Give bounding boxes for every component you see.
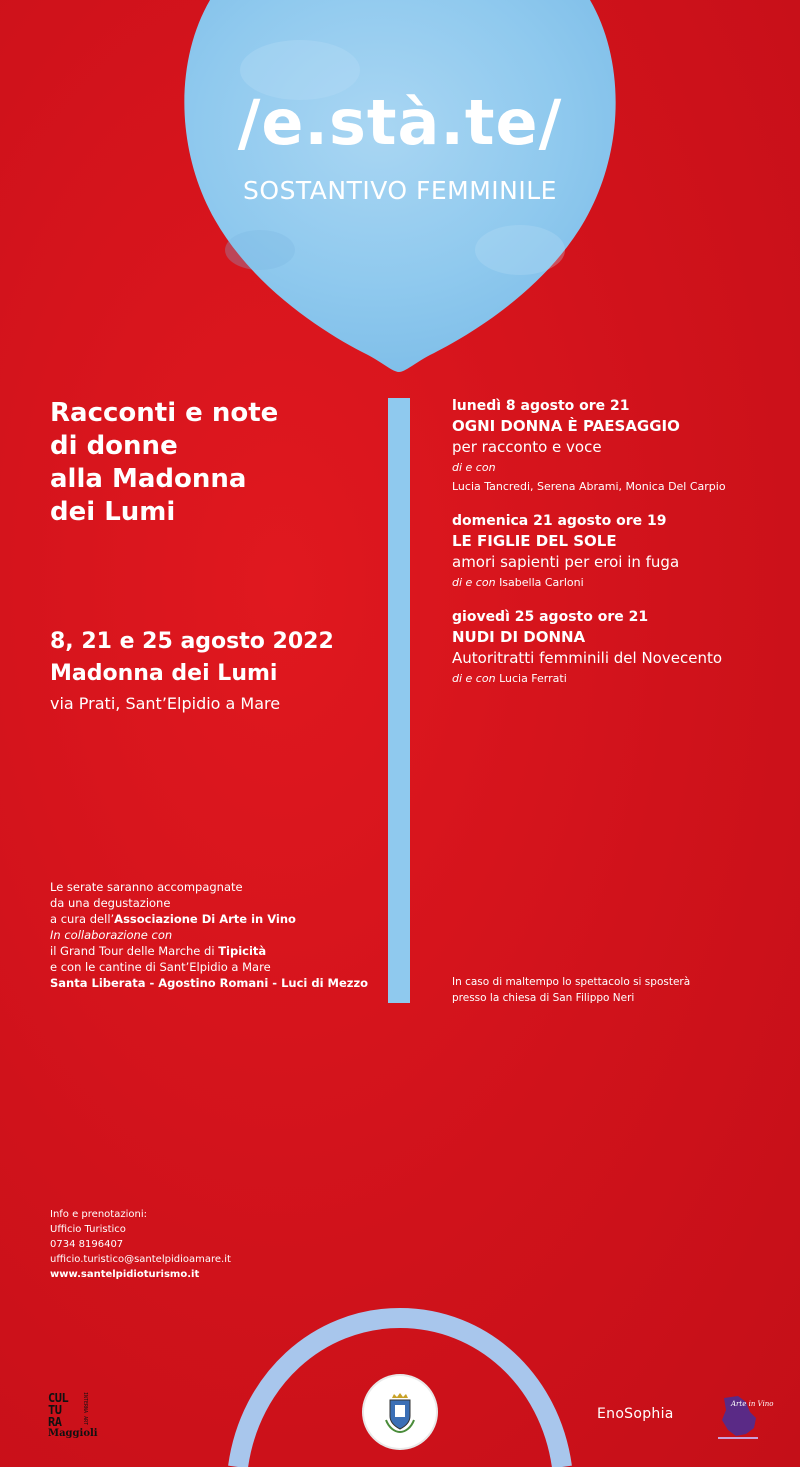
headline-line: dei Lumi	[50, 497, 176, 527]
event-credit-names: Lucia Tancredi, Serena Abrami, Monica Del Carpio	[452, 480, 726, 493]
cultura-logo-text: RA	[48, 1415, 62, 1429]
notes-line	[50, 943, 368, 959]
wineries-list: Santa Liberata - Agostino Romani - Luci di Mezzo	[50, 976, 369, 990]
rain-notice	[452, 974, 690, 1006]
event-item	[452, 607, 792, 688]
municipal-crest-icon	[364, 1376, 436, 1448]
notes-text: a cura dell’	[50, 912, 115, 926]
cultura-logo-brand: Maggioli	[48, 1428, 98, 1439]
cultura-logo-side: INTERNA ART	[82, 1392, 88, 1426]
event-subtitle: per racconto e voce	[452, 438, 602, 456]
credit-names: Lucia Ferrati	[499, 672, 567, 685]
cultura-logo	[48, 1391, 98, 1439]
headline-line: Racconti e note	[50, 398, 279, 428]
event-subtitle: amori sapienti per eroi in fuga	[452, 553, 680, 571]
info-phone: 0734 8196407	[50, 1239, 124, 1250]
notes-line: e con le cantine di Sant’Elpidio a Mare	[50, 960, 271, 974]
notes-text: il Grand Tour delle Marche di	[50, 944, 219, 958]
notes-line: da una degustazione	[50, 896, 171, 910]
event-title: LE FIGLIE DEL SOLE	[452, 532, 617, 550]
credit-prefix: di e con	[452, 461, 496, 474]
event-list	[452, 396, 792, 703]
info-office: Ufficio Turistico	[50, 1224, 126, 1235]
headline	[50, 397, 278, 529]
enosophia-logo: EnoSophia	[597, 1406, 674, 1422]
event-title: NUDI DI DONNA	[452, 628, 586, 646]
credit-prefix: di e con	[452, 672, 496, 685]
cultura-logo-text: TU	[48, 1403, 62, 1417]
venue-block	[50, 626, 334, 690]
info-email[interactable]: ufficio.turistico@santelpidioamare.it	[50, 1254, 231, 1265]
credit-names: Isabella Carloni	[499, 576, 584, 589]
headline-line: alla Madonna	[50, 464, 247, 494]
poster-subtitle: SOSTANTIVO FEMMINILE	[243, 176, 557, 205]
event-date: lunedì 8 agosto ore 21	[452, 398, 630, 414]
notes-line: In collaborazione con	[50, 928, 173, 942]
event-subtitle: Autoritratti femminili del Novecento	[452, 649, 723, 667]
tasting-notes	[50, 879, 368, 991]
event-credit-prefix	[452, 458, 792, 477]
event-credit	[452, 669, 792, 688]
info-label: Info e prenotazioni:	[50, 1209, 147, 1220]
event-date: domenica 21 agosto ore 19	[452, 513, 667, 529]
event-title: OGNI DONNA È PAESAGGIO	[452, 417, 680, 435]
event-dates: 8, 21 e 25 agosto 2022	[50, 629, 334, 654]
association-name: Associazione Di Arte in Vino	[114, 912, 296, 926]
info-website[interactable]: www.santelpidioturismo.it	[50, 1269, 200, 1280]
arte-in-vino-logo-text: Arte in Vino	[731, 1400, 774, 1408]
partner-name: Tipicità	[218, 944, 267, 958]
notes-line: Le serate saranno accompagnate	[50, 880, 243, 894]
info-block	[50, 1207, 231, 1282]
venue-address: via Prati, Sant’Elpidio a Mare	[50, 694, 281, 713]
credit-prefix: di e con	[452, 576, 496, 589]
event-item	[452, 396, 792, 496]
cultura-logo-text: CUL	[48, 1391, 69, 1405]
event-credit	[452, 573, 792, 592]
event-item	[452, 511, 792, 592]
headline-line: di donne	[50, 431, 178, 461]
event-date: giovedì 25 agosto ore 21	[452, 609, 649, 625]
poster-title: /e.stà.te/	[237, 86, 563, 159]
crest-drawing	[364, 1376, 436, 1448]
notes-line	[50, 911, 368, 927]
rain-notice-line: presso la chiesa di San Filippo Neri	[452, 992, 635, 1004]
venue-name: Madonna dei Lumi	[50, 661, 278, 686]
rain-notice-line: In caso di maltempo lo spettacolo si sposterà	[452, 976, 691, 988]
